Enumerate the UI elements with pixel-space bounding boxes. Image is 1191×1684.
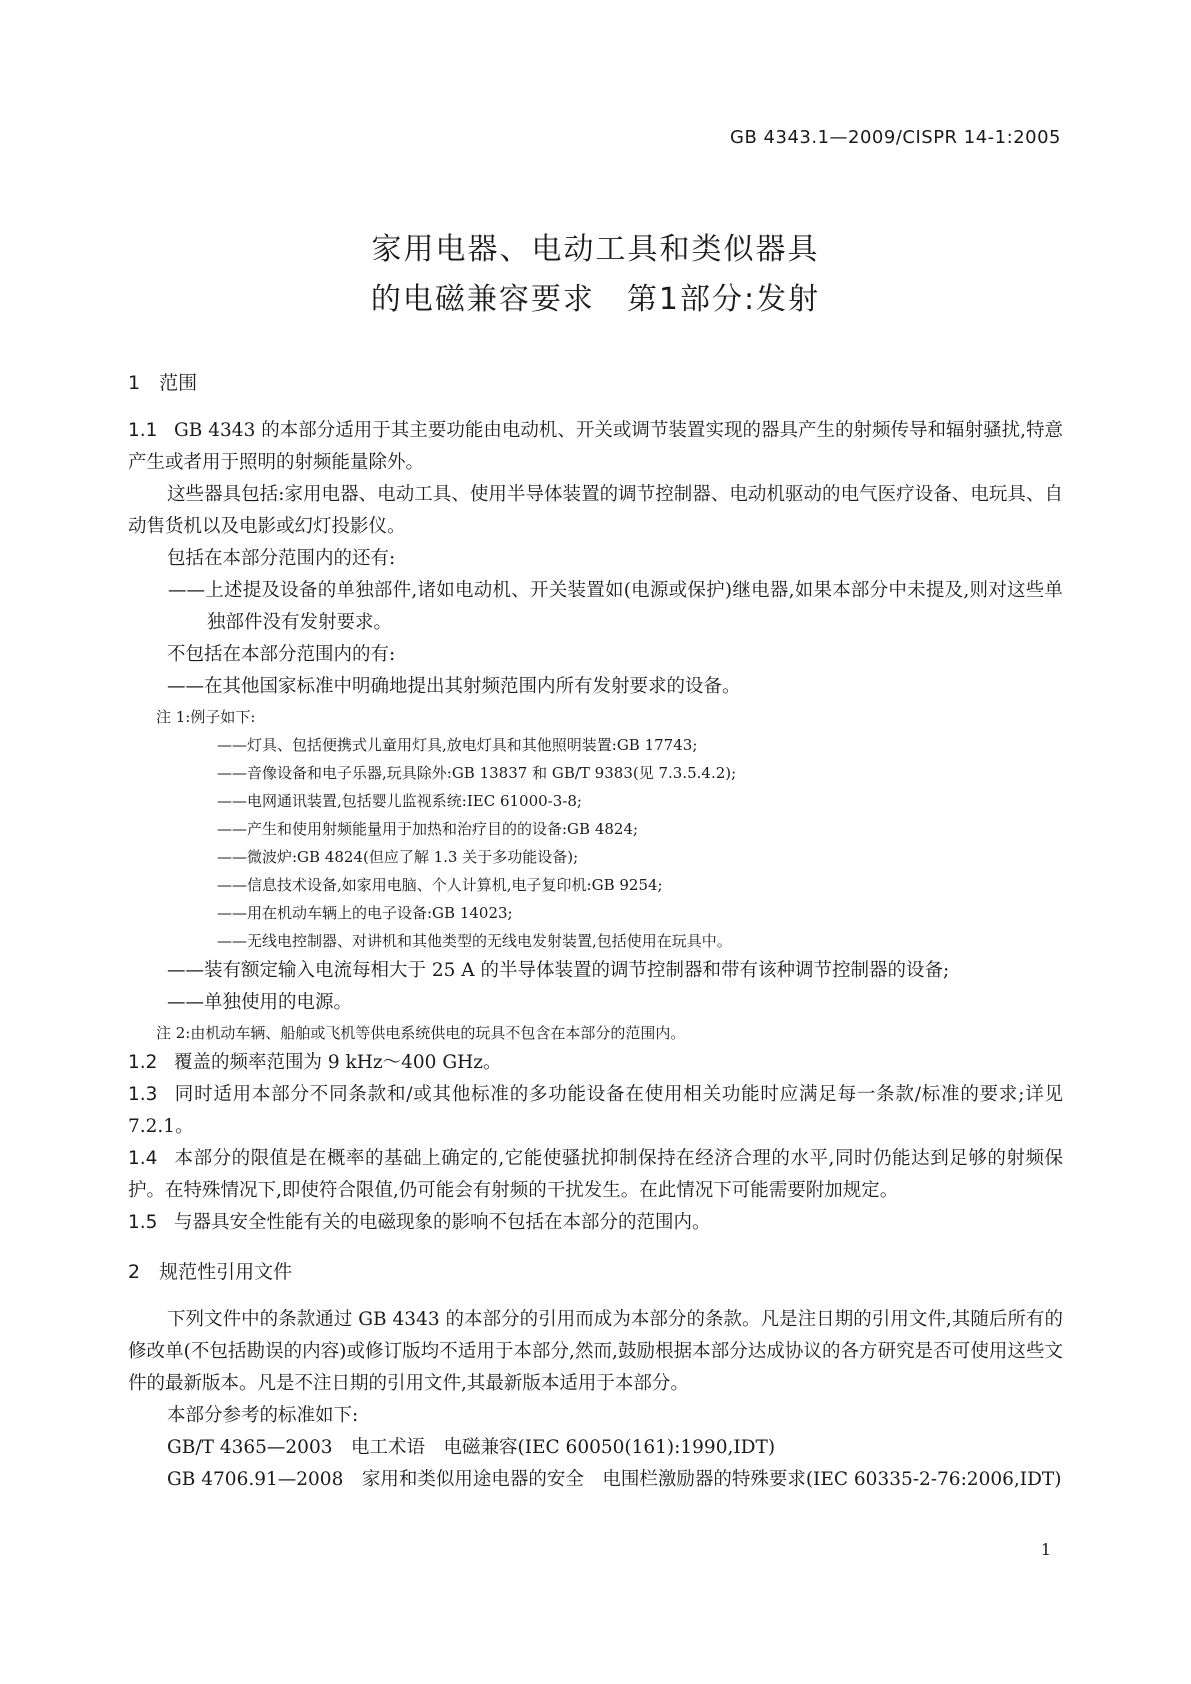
standard-number: GB 4343.1—2009/CISPR 14-1:2005: [730, 127, 1061, 148]
clause-1-5: [128, 1207, 1063, 1239]
note-1-item: ——灯具、包括便携式儿童用灯具,放电灯具和其他照明装置:GB 17743;: [217, 736, 698, 754]
dash-item-excluded: ——在其他国家标准中明确地提出其射频范围内所有发射要求的设备。: [167, 676, 741, 697]
clause-number: 1.3: [128, 1084, 158, 1105]
clause-text: GB 4343 的本部分适用于其主要功能由电动机、开关或调节装置实现的器具产生的射频传导和辐射骚扰,特意产生或者用于照明的射频能量除外。: [128, 420, 1063, 473]
dash-item-also: ——上述提及设备的单独部件,诸如电动机、开关装置如(电源或保护)继电器,如果本部分中未提及,则对这些单独部件没有发射要求。: [168, 580, 1063, 633]
paragraph-refs-intro: 本部分参考的标准如下:: [167, 1405, 359, 1426]
note-1-item: ——电网通讯装置,包括婴儿监视系统:IEC 61000-3-8;: [217, 792, 582, 810]
dash-item-regulator: ——装有额定输入电流每相大于 25 A 的半导体装置的调节控制器和带有该种调节控制器的设备;: [167, 960, 950, 981]
note-1-item: ——无线电控制器、对讲机和其他类型的无线电发射装置,包括使用在玩具中。: [217, 932, 732, 950]
note-1-item: ——音像设备和电子乐器,玩具除外:GB 13837 和 GB/T 9383(见 7.3.5.4.2);: [217, 764, 737, 782]
clause-text: 与器具安全性能有关的电磁现象的影响不包括在本部分的范围内。: [174, 1212, 711, 1233]
note-2: 注 2:由机动车辆、船舶或飞机等供电系统供电的玩具不包含在本部分的范围内。: [156, 1024, 686, 1042]
clause-text: 覆盖的频率范围为 9 kHz～400 GHz。: [174, 1052, 502, 1073]
clause-number: 1.4: [128, 1148, 158, 1169]
clause-1-3: [128, 1079, 1063, 1143]
clause-number: 1.5: [128, 1212, 158, 1233]
document-title: [0, 225, 1191, 325]
paragraph-includes: 这些器具包括:家用电器、电动工具、使用半导体装置的调节控制器、电动机驱动的电气医疗设备、电玩具、自动售货机以及电影或幻灯投影仪。: [128, 484, 1063, 537]
page-number: 1: [1040, 1540, 1051, 1559]
note-1-item: ——信息技术设备,如家用电脑、个人计算机,电子复印机:GB 9254;: [217, 876, 663, 894]
paragraph-also: 包括在本部分范围内的还有:: [167, 548, 396, 569]
section-1-heading: 1 范围: [128, 372, 198, 394]
title-line-2: 的电磁兼容要求 第1部分:发射: [370, 282, 821, 317]
clause-text: 同时适用本部分不同条款和/或其他标准的多功能设备在使用相关功能时应满足每一条款/标准的要求;详见 7.2.1。: [128, 1084, 1063, 1137]
paragraph-normative-refs: 下列文件中的条款通过 GB 4343 的本部分的引用而成为本部分的条款。凡是注日期的引用文件,其随后所有的修改单(不包括勘误的内容)或修订版均不适用于本部分,然而,鼓励根据本部分达成协议的各方研究是否可使用这些文件的最新版本。凡是不注日期的引用文件,其最新版本适用于本部分。: [128, 1309, 1063, 1394]
clause-number: 1.2: [128, 1052, 158, 1073]
reference-item: GB/T 4365—2003 电工术语 电磁兼容(IEC 60050(161):1990,IDT): [167, 1437, 776, 1458]
clause-1-1: [128, 415, 1063, 479]
clause-text: 本部分的限值是在概率的基础上确定的,它能使骚扰抑制保持在经济合理的水平,同时仍能达到足够的射频保护。在特殊情况下,即使符合限值,仍可能会有射频的干扰发生。在此情况下可能需要附加规定。: [128, 1148, 1063, 1201]
clause-1-2: [128, 1047, 1063, 1079]
dash-item-power: ——单独使用的电源。: [167, 992, 353, 1013]
note-1-item: ——微波炉:GB 4824(但应了解 1.3 关于多功能设备);: [217, 848, 579, 866]
note-1-item: ——产生和使用射频能量用于加热和治疗目的的设备:GB 4824;: [217, 820, 639, 838]
paragraph-excluded: 不包括在本部分范围内的有:: [167, 644, 396, 665]
title-line-1: 家用电器、电动工具和类似器具: [371, 232, 820, 267]
section-2-heading: 2 规范性引用文件: [128, 1261, 293, 1283]
reference-item: GB 4706.91—2008 家用和类似用途电器的安全 电围栏激励器的特殊要求(IEC 60335-2-76:2006,IDT): [167, 1469, 1062, 1490]
clause-1-4: [128, 1143, 1063, 1207]
note-1-item: ——用在机动车辆上的电子设备:GB 14023;: [217, 904, 513, 922]
note-1-label: 注 1:例子如下:: [156, 708, 256, 726]
document-body: [128, 368, 1063, 1496]
clause-number: 1.1: [128, 420, 158, 441]
